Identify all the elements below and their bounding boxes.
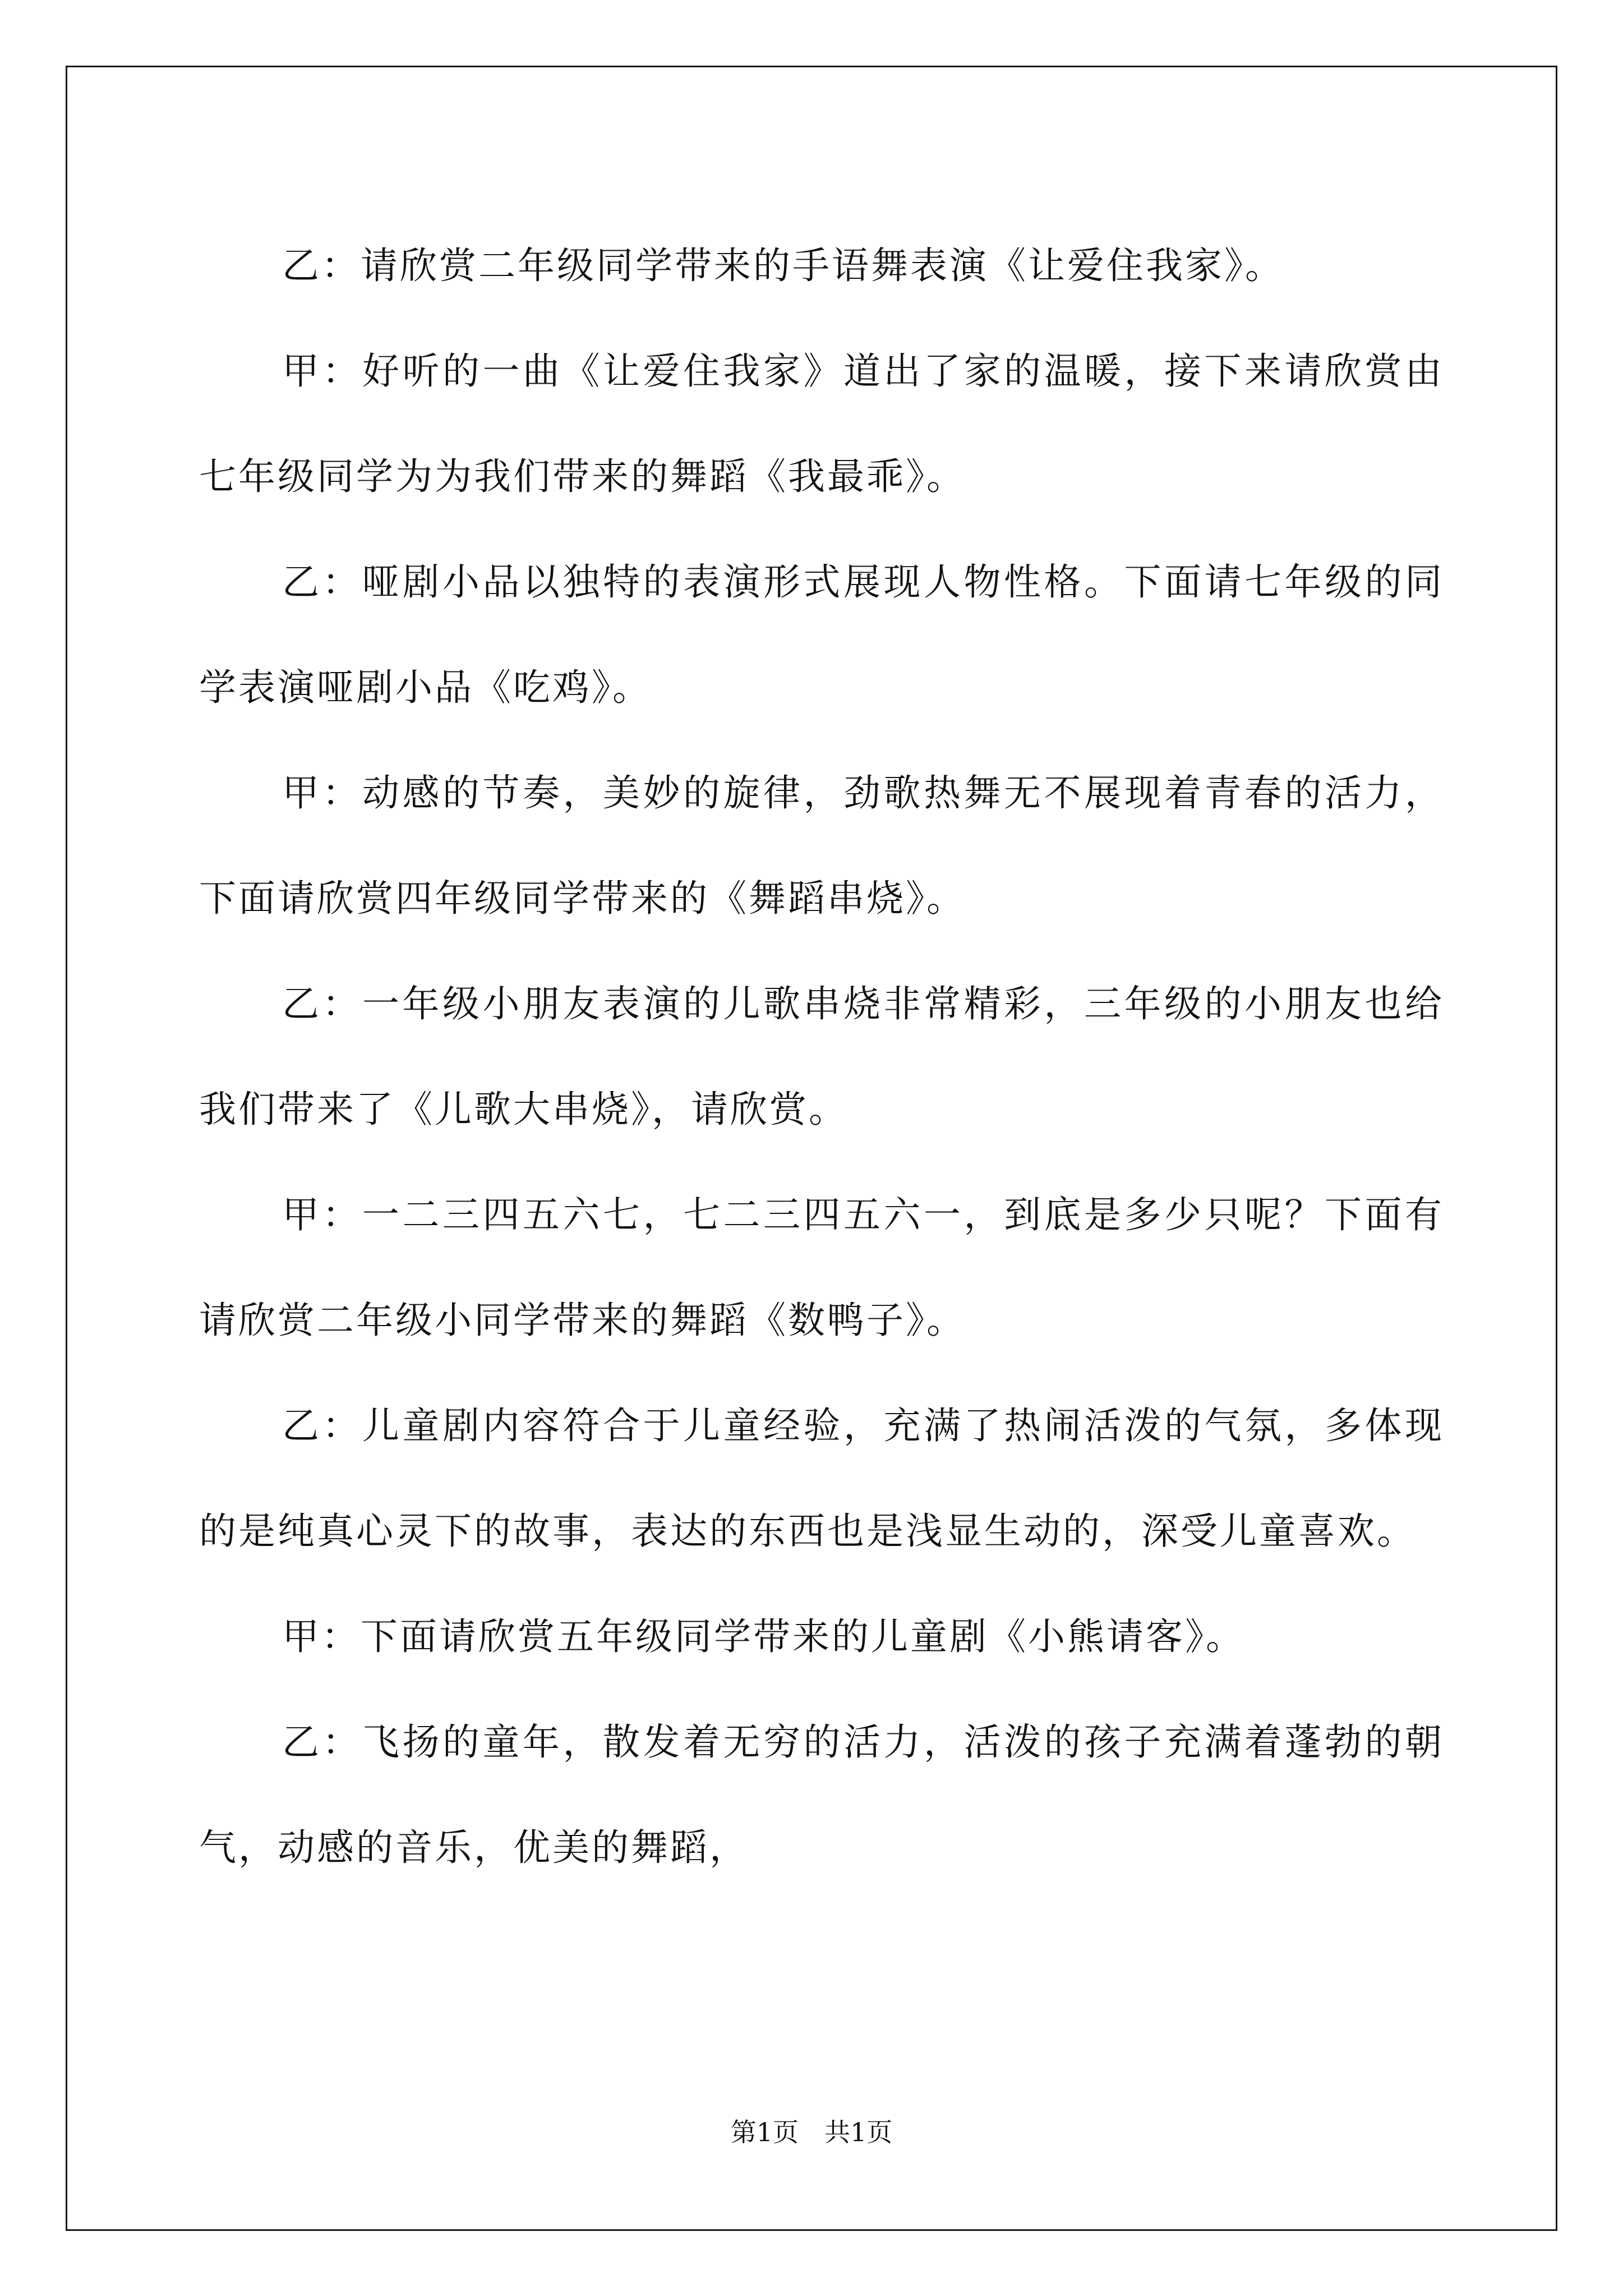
paragraph: 甲：好听的一曲《让爱住我家》道出了家的温暖，接下来请欣赏由七年级同学为为我们带来的舞蹈《我最乖》。: [199, 349, 1444, 498]
paragraph: 乙：请欣赏二年级同学带来的手语舞表演《让爱住我家》。: [282, 244, 1284, 287]
document-body: [199, 213, 1444, 1901]
paragraph: 甲：一二三四五六七，七二三四五六一，到底是多少只呢？下面有请欣赏二年级小同学带来的舞蹈《数鸭子》。: [199, 1193, 1444, 1342]
paragraph: 乙：一年级小朋友表演的儿歌串烧非常精彩，三年级的小朋友也给我们带来了《儿歌大串烧》，请欣赏。: [199, 982, 1444, 1131]
paragraph: 乙：飞扬的童年，散发着无穷的活力，活泼的孩子充满着蓬勃的朝气，动感的音乐，优美的舞蹈，: [199, 1720, 1444, 1869]
paragraph: 乙：哑剧小品以独特的表演形式展现人物性格。下面请七年级的同学表演哑剧小品《吃鸡》。: [199, 560, 1444, 709]
paragraph: 乙：儿童剧内容符合于儿童经验，充满了热闹活泼的气氛，多体现的是纯真心灵下的故事，表达的东西也是浅显生动的，深受儿童喜欢。: [199, 1404, 1444, 1553]
paragraph: 甲：动感的节奏，美妙的旋律，劲歌热舞无不展现着青春的活力，下面请欣赏四年级同学带来的《舞蹈串烧》。: [199, 771, 1444, 920]
paragraph: 甲：下面请欣赏五年级同学带来的儿童剧《小熊请客》。: [282, 1615, 1245, 1658]
page-number-footer: 第1页 共1页: [730, 2117, 893, 2147]
